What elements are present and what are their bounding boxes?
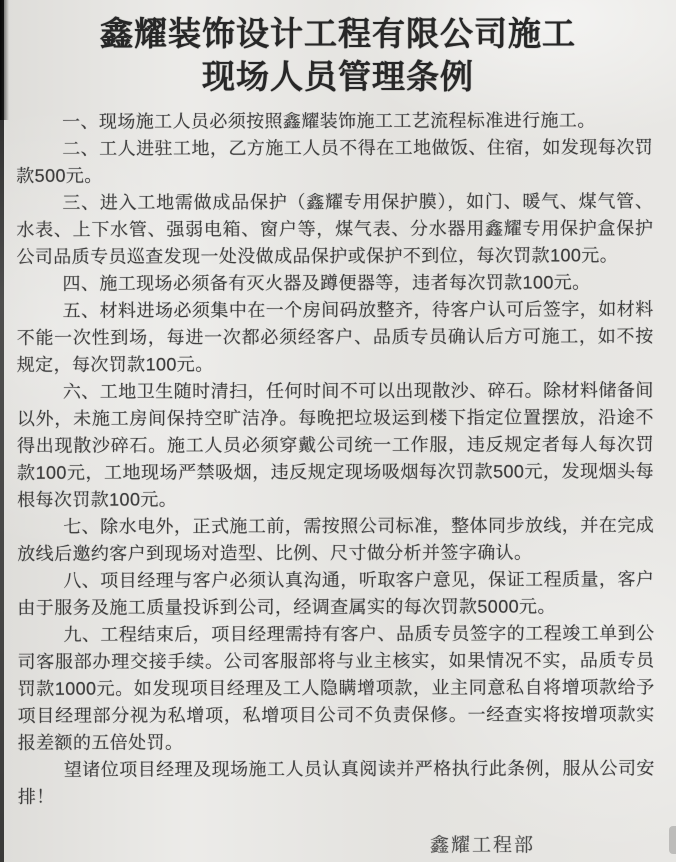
rule-paragraph-1: 一、现场施工人员必须按照鑫耀装饰施工工艺流程标准进行施工。 [62,110,596,132]
rule-paragraph-7: 七、除水电外，正式施工前，需按照公司标准，整体同步放线，并在完成放线后邀约客户到现场对造型、比例、尺寸做分析并签字确认。 [17,515,655,564]
rule-paragraph-5: 五、材料进场必须集中在一个房间码放整齐，待客户认可后签字，如材料不能一次性到场，每进一次都必须经客户、品质专员确认后方可施工，如不按规定，每次罚款100元。 [16,299,654,375]
document-title [30,12,646,98]
rule-paragraph-6: 六、工地卫生随时清扫，任何时间不可以出现散沙、碎石。除材料储备间以外，未施工房间保持空旷洁净。每晚把垃圾运到楼下指定位置摆放，沿途不得出现散沙碎石。施工人员必须穿戴公司统一工作服，违反规定者每人每次罚款100元，工地现场严禁吸烟，违反规定现场吸烟每次罚款500元，发现烟头每根每次罚款100元。 [16,380,655,510]
document-body [16,107,655,811]
rule-paragraph-3: 三、进入工地需做成品保护（鑫耀专用保护膜），如门、暖气、煤气管、水表、上下水管、强弱电箱、窗户等，煤气表、分水器用鑫耀专用保护盒保护公司品质专员巡查发现一处没做成品保护或保护不到位，每次罚款100元。 [16,191,654,267]
signature-department: 鑫耀工程部 [430,835,536,856]
closing-note: 望诸位项目经理及现场施工人员认真阅读并严格执行此条例，服从公司安排！ [17,758,655,807]
rule-paragraph-9: 九、工程结束后，项目经理需持有客户、品质专员签字的工程竣工单到公司客服部办理交接手续。公司客服部将与业主核实，如果情况不实，品质专员罚款1000元。如发现项目经理及工人隐瞒增项款，业主同意私自将增项款给予项目经理部分视为私增项，私增项目公司不负责保修。一经查实将按增项款实报差额的五倍处罚。 [17,623,655,753]
scan-corner-smudge [0,0,9,120]
rule-paragraph-2: 二、工人进驻工地，乙方施工人员不得在工地做饭、住宿，如发现每次罚款500元。 [16,137,654,186]
document-title-line-1: 鑫耀装饰设计工程有限公司施工 [100,15,576,52]
rule-paragraph-8: 八、项目经理与客户必须认真沟通，听取客户意见，保证工程质量，客户由于服务及施工质量投诉到公司，经调查属实的每次罚款5000元。 [17,569,655,618]
document-title-line-2: 现场人员管理条例 [202,58,474,95]
scan-edge-shadow [0,0,4,862]
rule-paragraph-4: 四、施工现场必须备有灭火器及蹲便器等，违者每次罚款100元。 [62,272,591,294]
scan-right-smudge [669,826,676,854]
